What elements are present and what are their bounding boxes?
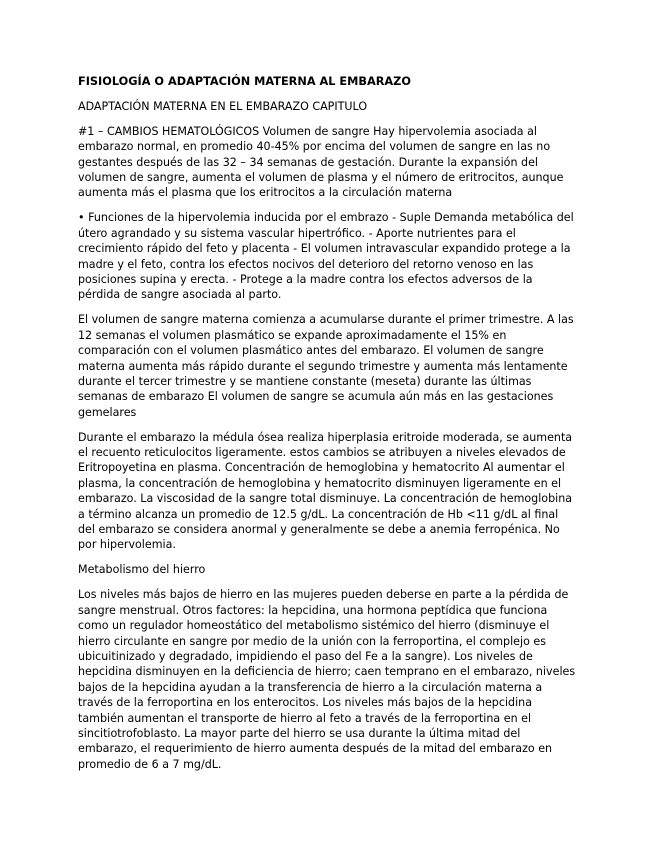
document-page <box>78 74 578 782</box>
section-heading-iron-metabolism: Metabolismo del hierro <box>78 563 206 577</box>
document-subtitle: ADAPTACIÓN MATERNA EN EL EMBARAZO CAPITULO <box>78 99 368 113</box>
paragraph-hematologic-changes: #1 – CAMBIOS HEMATOLÓGICOS Volumen de sangre Hay hipervolemia asociada al embarazo normal, en promedio 40-45% por encima del volumen de sangre en las no gestantes después de las 32 – 34 semanas de gestación. Durante la expansión del volumen de sangre, aumenta el volumen de plasma y el número de eritrocitos, aunque aumenta más el plasma que los eritrocitos a la circulación materna <box>78 124 564 200</box>
document-title: FISIOLOGÍA O ADAPTACIÓN MATERNA AL EMBARAZO <box>78 75 411 88</box>
paragraph-blood-volume: El volumen de sangre materna comienza a acumularse durante el primer trimestre. A las 12 semanas el volumen plasmático se expande aproximadamente el 15% en comparación con el volumen plasmático antes del embarazo. El volumen de sangre materna aumenta más rápido durante el segundo trimestre y aumenta más lentamente durante el tercer trimestre y se mantiene constante (meseta) durante las últimas semanas de embarazo El volumen de sangre se acumula aún más en las gestaciones gemelares <box>78 313 574 419</box>
paragraph-hypervolemia-functions: • Funciones de la hipervolemia inducida por el embrazo - Suple Demanda metabólica del útero agrandado y su sistema vascular hipertrófico. - Aporte nutrientes para el crecimiento rápido del feto y placenta - El volumen intravascular expandido protege a la madre y el feto, contra los efectos nocivos del deterioro del retorno venoso en las posiciones supina y erecta. - Protege a la madre contra los efectos adversos de la pérdida de sangre asociada al parto. <box>78 211 574 302</box>
paragraph-hemoglobin: Durante el embarazo la médula ósea realiza hiperplasia eritroide moderada, se aumenta el recuento reticulocitos ligeramente. estos cambios se atribuyen a niveles elevados de Eritropoyetina en plasma. Concentración de hemoglobina y hematocrito Al aumentar el plasma, la concentración de hemoglobina y hematocrito disminuyen ligeramente en el embarazo. La viscosidad de la sangre total disminuye. La concentración de hemoglobina a término alcanza un promedio de 12.5 g/dL. La concentración de Hb <11 g/dL al final del embarazo se considera anormal y generalmente se debe a anemia ferropénica. No por hipervolemia. <box>78 430 573 552</box>
paragraph-iron-metabolism: Los niveles más bajos de hierro en las mujeres pueden deberse en parte a la pérdida de sangre menstrual. Otros factores: la hepcidina, una hormona peptídica que funciona como un regulador homeostático del metabolismo sistémico del hierro (disminuye el hierro circulante en sangre por medio de la unión con la ferroportina, el complejo es ubicuitinizado y degradado, impidiendo el paso del Fe a la sangre). Los niveles de hepcidina disminuyen en la deficiencia de hierro; caen temprano en el embarazo, niveles bajos de la hepcidina ayudan a la transferencia de hierro a la circulación materna a través de la ferroportina en los enterocitos. Los niveles más bajos de la hepcidina también aumentan el transporte de hierro al feto a través de la ferroportina en el sincitiotrofoblasto. La mayor parte del hierro se usa durante la última mitad del embarazo, el requerimiento de hierro aumenta después de la mitad del embarazo en promedio de 6 a 7 mg/dL. <box>78 588 576 771</box>
